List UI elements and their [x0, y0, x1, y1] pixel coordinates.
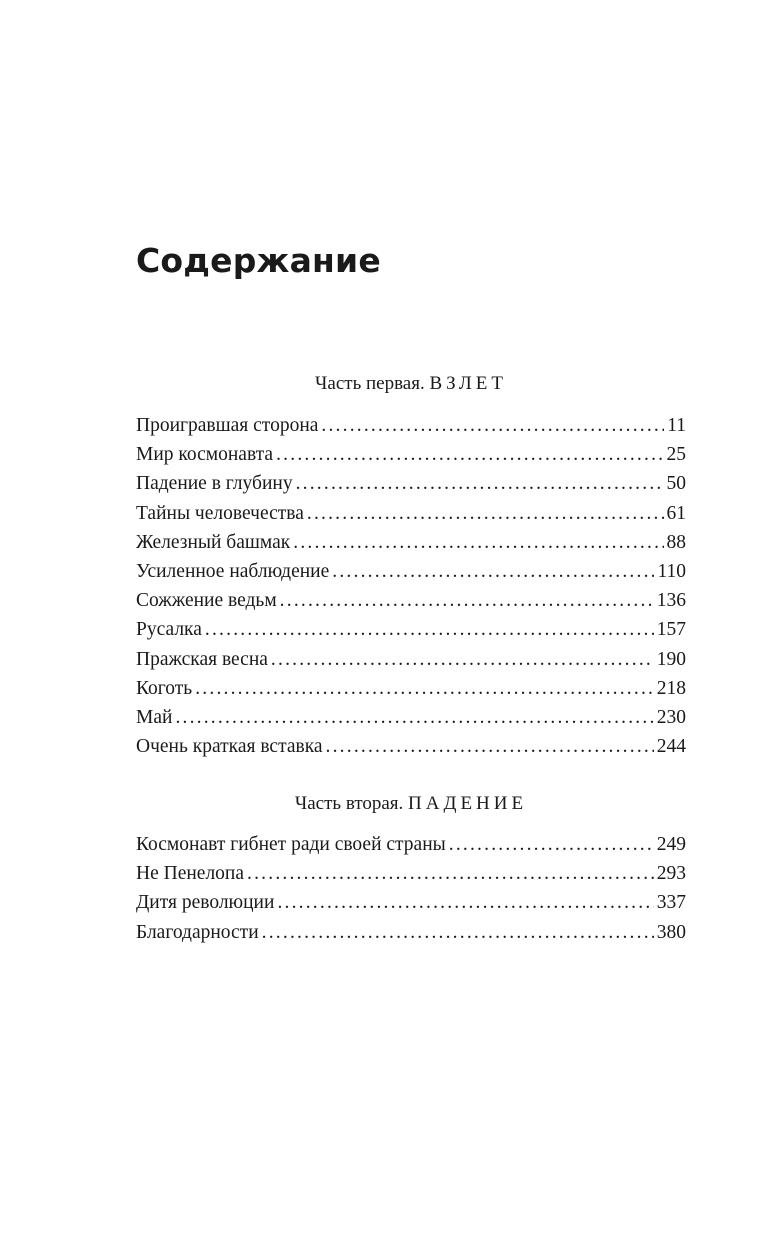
toc-entry[interactable] [136, 703, 686, 732]
toc-entry[interactable] [136, 615, 686, 644]
toc-entry-title: Мир космонавта [136, 444, 274, 466]
toc-entry[interactable] [136, 732, 686, 761]
toc-list-part-1 [136, 411, 686, 761]
toc-entry-page: 244 [656, 736, 686, 758]
toc-entry-title: Проигравшая сторона [136, 415, 319, 436]
dot-leader [280, 586, 654, 615]
toc-entry[interactable] [136, 674, 686, 703]
toc-entry-title: Май [136, 706, 173, 728]
toc-entry-title: Тайны человечества [136, 502, 304, 524]
toc-entry-page: 337 [656, 892, 686, 914]
toc-entry-page: 230 [656, 706, 686, 728]
toc-entry-page: 293 [656, 863, 686, 885]
dot-leader [247, 859, 654, 888]
dot-leader [307, 499, 664, 528]
toc-entry-page: 25 [666, 444, 686, 466]
dot-leader [271, 645, 654, 674]
toc-entry-title: Коготь [136, 677, 193, 699]
toc-entry[interactable] [136, 830, 686, 859]
toc-entry-page: 11 [667, 415, 686, 436]
dot-leader [296, 469, 664, 498]
toc-entry-title: Сожжение ведьм [136, 590, 277, 612]
dot-leader [276, 440, 663, 469]
page-title: Содержание [136, 241, 381, 280]
toc-entry[interactable] [136, 645, 686, 674]
toc-entry[interactable] [136, 499, 686, 528]
part-name: ПАДЕНИЕ [408, 793, 528, 814]
dot-leader [277, 888, 653, 917]
dot-leader [195, 674, 654, 703]
part-name: ВЗЛЕТ [429, 373, 507, 394]
toc-list-part-2 [136, 830, 686, 947]
dot-leader [326, 732, 654, 761]
dot-leader [262, 918, 654, 947]
toc-entry-page: 61 [666, 502, 686, 524]
toc-entry-title: Благодарности [136, 921, 259, 943]
dot-leader [205, 615, 654, 644]
dot-leader [175, 703, 653, 732]
toc-entry-title: Русалка [136, 619, 202, 641]
toc-entry-page: 157 [656, 619, 686, 641]
toc-entry-page: 88 [666, 531, 686, 553]
toc-entry[interactable] [136, 557, 686, 586]
toc-entry[interactable] [136, 469, 686, 498]
toc-entry-title: Усиленное наблюдение [136, 560, 330, 582]
toc-entry[interactable] [136, 440, 686, 469]
toc-entry-title: Железный башмак [136, 531, 291, 553]
dot-leader [449, 830, 654, 859]
toc-entry-page: 190 [656, 648, 686, 670]
dot-leader [321, 411, 664, 440]
toc-entry[interactable] [136, 411, 686, 440]
part-heading-2 [136, 790, 686, 818]
toc-entry-page: 218 [656, 677, 686, 699]
part-label: Часть первая. [315, 373, 425, 394]
dot-leader [332, 557, 654, 586]
toc-entry[interactable] [136, 528, 686, 557]
toc-entry-page: 249 [656, 834, 686, 855]
toc-entry[interactable] [136, 859, 686, 888]
toc-entry-title: Не Пенелопа [136, 863, 245, 885]
toc-entry-title: Падение в глубину [136, 473, 293, 495]
toc-entry-page: 136 [656, 590, 686, 612]
dot-leader [293, 528, 663, 557]
toc-entry-page: 380 [656, 921, 686, 943]
toc-entry[interactable] [136, 586, 686, 615]
toc-entry-title: Очень краткая вставка [136, 736, 323, 758]
toc-entry-title: Космонавт гибнет ради своей страны [136, 834, 446, 855]
toc-entry[interactable] [136, 918, 686, 947]
toc-entry-title: Пражская весна [136, 648, 268, 670]
toc-entry[interactable] [136, 888, 686, 917]
toc-entry-page: 110 [657, 560, 686, 582]
toc-entry-page: 50 [666, 473, 686, 495]
toc-entry-title: Дитя революции [136, 892, 275, 914]
part-heading-1 [136, 370, 686, 398]
part-label: Часть вторая. [294, 793, 404, 814]
